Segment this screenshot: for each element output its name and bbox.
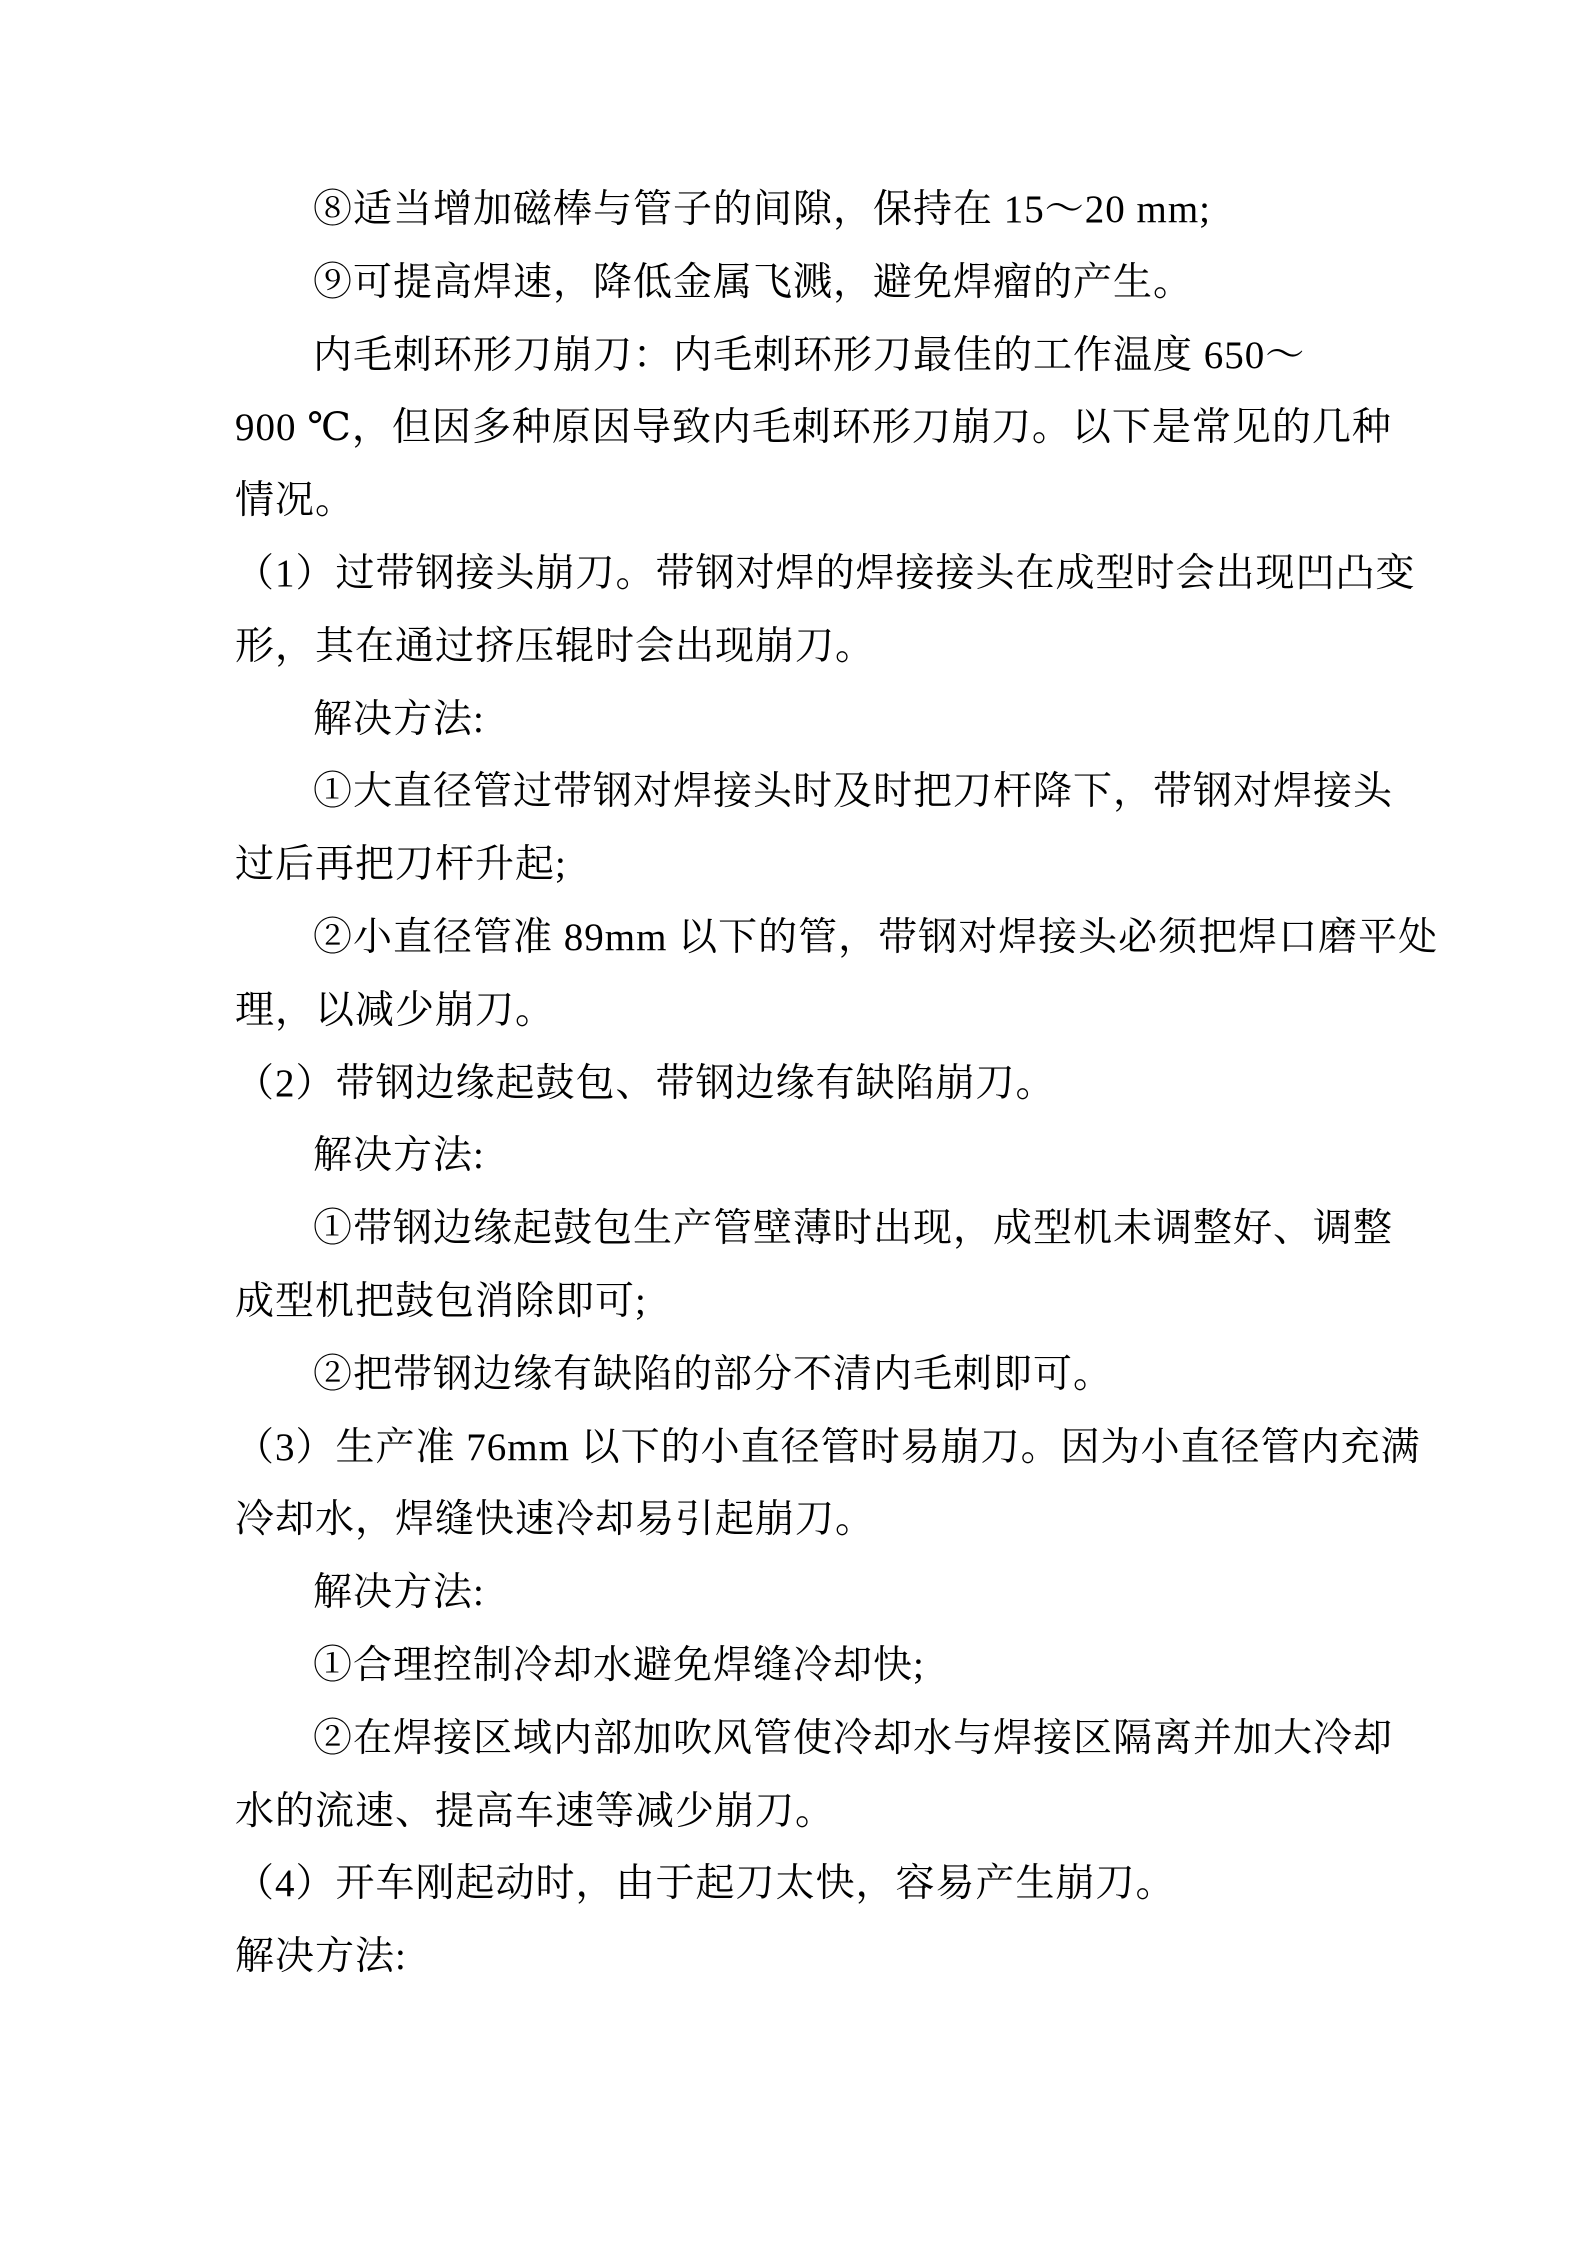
text-line: 解决方法: <box>313 1571 485 1615</box>
text-line: 内毛刺环形刀崩刀：内毛刺环形刀最佳的工作温度 650～ <box>313 333 1306 377</box>
text-line: ②小直径管准 89mm 以下的管，带钢对焊接头必须把焊口磨平处 <box>313 915 1439 959</box>
text-line: 形，其在通过挤压辊时会出现崩刀。 <box>235 624 876 668</box>
text-line: 解决方法: <box>313 1134 485 1178</box>
text-line: 冷却水，焊缝快速冷却易引起崩刀。 <box>235 1498 876 1542</box>
text-line: ⑧适当增加磁棒与管子的间隙，保持在 15～20 mm; <box>313 188 1212 231</box>
text-line: ①带钢边缘起鼓包生产管壁薄时出现，成型机未调整好、调整 <box>313 1207 1394 1251</box>
text-line: 解决方法: <box>235 1935 407 1979</box>
text-line: （2）带钢边缘起鼓包、带钢边缘有缺陷崩刀。 <box>235 1061 1056 1105</box>
text-line: ①大直径管过带钢对焊接头时及时把刀杆降下，带钢对焊接头 <box>313 770 1394 814</box>
document-text-block <box>235 174 1439 1994</box>
text-line: （1）过带钢接头崩刀。带钢对焊的焊接接头在成型时会出现凹凸变 <box>235 551 1416 595</box>
text-line: ②在焊接区域内部加吹风管使冷却水与焊接区隔离并加大冷却 <box>313 1716 1394 1760</box>
text-line: ⑨可提高焊速，降低金属飞溅，避免焊瘤的产生。 <box>313 260 1194 304</box>
text-line: ①合理控制冷却水避免焊缝冷却快; <box>313 1643 925 1687</box>
text-line: 情况。 <box>235 479 356 523</box>
text-line: 900 ℃，但因多种原因导致内毛刺环形刀崩刀。以下是常见的几种 <box>235 406 1392 450</box>
text-line: 过后再把刀杆升起; <box>235 843 567 887</box>
text-line: （4）开车刚起动时，由于起刀太快，容易产生崩刀。 <box>235 1862 1176 1906</box>
text-line: 水的流速、提高车速等减少崩刀。 <box>235 1789 836 1833</box>
text-line: 理，以减少崩刀。 <box>235 988 556 1032</box>
text-line: 解决方法: <box>313 697 485 741</box>
text-line: ②把带钢边缘有缺陷的部分不清内毛刺即可。 <box>313 1352 1114 1396</box>
text-line: （3）生产准 76mm 以下的小直径管时易崩刀。因为小直径管内充满 <box>235 1425 1421 1469</box>
text-line: 成型机把鼓包消除即可; <box>235 1279 647 1323</box>
